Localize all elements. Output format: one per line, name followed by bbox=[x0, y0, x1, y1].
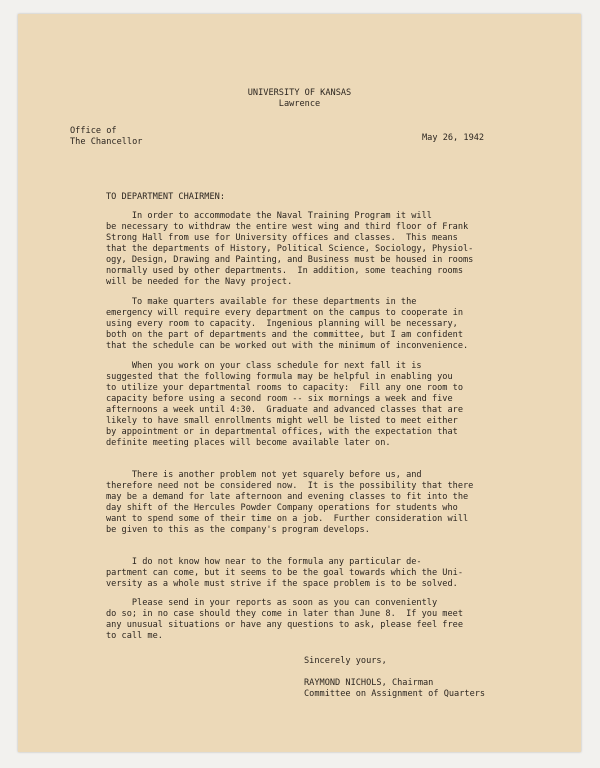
paragraph-line: be necessary to withdraw the entire west wing and third floor of Frank bbox=[106, 222, 469, 232]
paragraph-line: may be a demand for late afternoon and evening classes to fit into the bbox=[106, 492, 469, 502]
paragraph-line: therefore need not be considered now. It is the possibility that there bbox=[106, 481, 474, 491]
office-line-1: Office of bbox=[70, 126, 117, 136]
paragraph-3 bbox=[106, 361, 526, 449]
institution-name: UNIVERSITY OF KANSAS bbox=[247, 88, 352, 98]
paragraph-line: suggested that the following formula may be helpful in enabling you bbox=[106, 372, 453, 382]
paragraph-line: When you work on your class schedule for next fall it is bbox=[106, 361, 422, 371]
paragraph-line: day shift of the Hercules Powder Company operations for students who bbox=[106, 503, 458, 513]
paragraph-line: both on the part of departments and the committee, but I am confident bbox=[106, 330, 463, 340]
letter-date: May 26, 1942 bbox=[422, 133, 485, 143]
paragraph-5 bbox=[106, 557, 526, 590]
letter-page bbox=[18, 14, 581, 752]
paragraph-4 bbox=[106, 470, 526, 536]
paragraph-2 bbox=[106, 297, 526, 352]
paragraph-line: using every room to capacity. Ingenious planning will be necessary, bbox=[106, 319, 458, 329]
paragraph-line: emergency will require every department on the campus to cooperate in bbox=[106, 308, 463, 318]
paragraph-line: partment can come, but it seems to be the goal towards which the Uni- bbox=[106, 568, 463, 578]
paragraph-line: do so; in no case should they come in later than June 8. If you meet bbox=[106, 609, 463, 619]
valediction: Sincerely yours, bbox=[304, 656, 387, 666]
signer-title: Committee on Assignment of Quarters bbox=[304, 689, 486, 699]
paragraph-line: In order to accommodate the Naval Training Program it will bbox=[106, 211, 432, 221]
paragraph-line: capacity before using a second room -- six mornings a week and five bbox=[106, 394, 453, 404]
paragraph-line: normally used by other departments. In addition, some teaching rooms bbox=[106, 266, 463, 276]
paragraph-line: any unusual situations or have any questions to ask, please feel free bbox=[106, 620, 463, 630]
paragraph-line: versity as a whole must strive if the space problem is to be solved. bbox=[106, 579, 458, 589]
paragraph-line: definite meeting places will become available later on. bbox=[106, 438, 391, 448]
paragraph-line: to utilize your departmental rooms to capacity: Fill any one room to bbox=[106, 383, 463, 393]
paragraph-line: afternoons a week until 4:30. Graduate and advanced classes that are bbox=[106, 405, 463, 415]
paragraph-line: want to spend some of their time on a job. Further consideration will bbox=[106, 514, 469, 524]
office-line-2: The Chancellor bbox=[70, 137, 143, 147]
paragraph-line: be given to this as the company's program develops. bbox=[106, 525, 370, 535]
paragraph-line: likely to have small enrollments might well be listed to meet either bbox=[106, 416, 458, 426]
paragraph-6 bbox=[106, 598, 526, 642]
salutation: TO DEPARTMENT CHAIRMEN: bbox=[106, 192, 225, 202]
paragraph-line: Strong Hall from use for University offices and classes. This means bbox=[106, 233, 458, 243]
paragraph-line: There is another problem not yet squarely before us, and bbox=[106, 470, 422, 480]
paragraph-line: I do not know how near to the formula any particular de- bbox=[106, 557, 422, 567]
paragraph-line: To make quarters available for these departments in the bbox=[106, 297, 417, 307]
paragraph-line: to call me. bbox=[106, 631, 163, 641]
city-name: Lawrence bbox=[278, 99, 321, 109]
paragraph-line: ogy, Design, Drawing and Painting, and Business must be housed in rooms bbox=[106, 255, 474, 265]
signer-name: RAYMOND NICHOLS, Chairman bbox=[304, 678, 434, 688]
paragraph-line: that the schedule can be worked out with the minimum of inconvenience. bbox=[106, 341, 469, 351]
paragraph-line: that the departments of History, Political Science, Sociology, Physiol- bbox=[106, 244, 474, 254]
paragraph-1 bbox=[106, 211, 526, 288]
paragraph-line: Please send in your reports as soon as you can conveniently bbox=[106, 598, 438, 608]
paragraph-line: by appointment or in departmental offices, with the expectation that bbox=[106, 427, 458, 437]
paragraph-line: will be needed for the Navy project. bbox=[106, 277, 293, 287]
